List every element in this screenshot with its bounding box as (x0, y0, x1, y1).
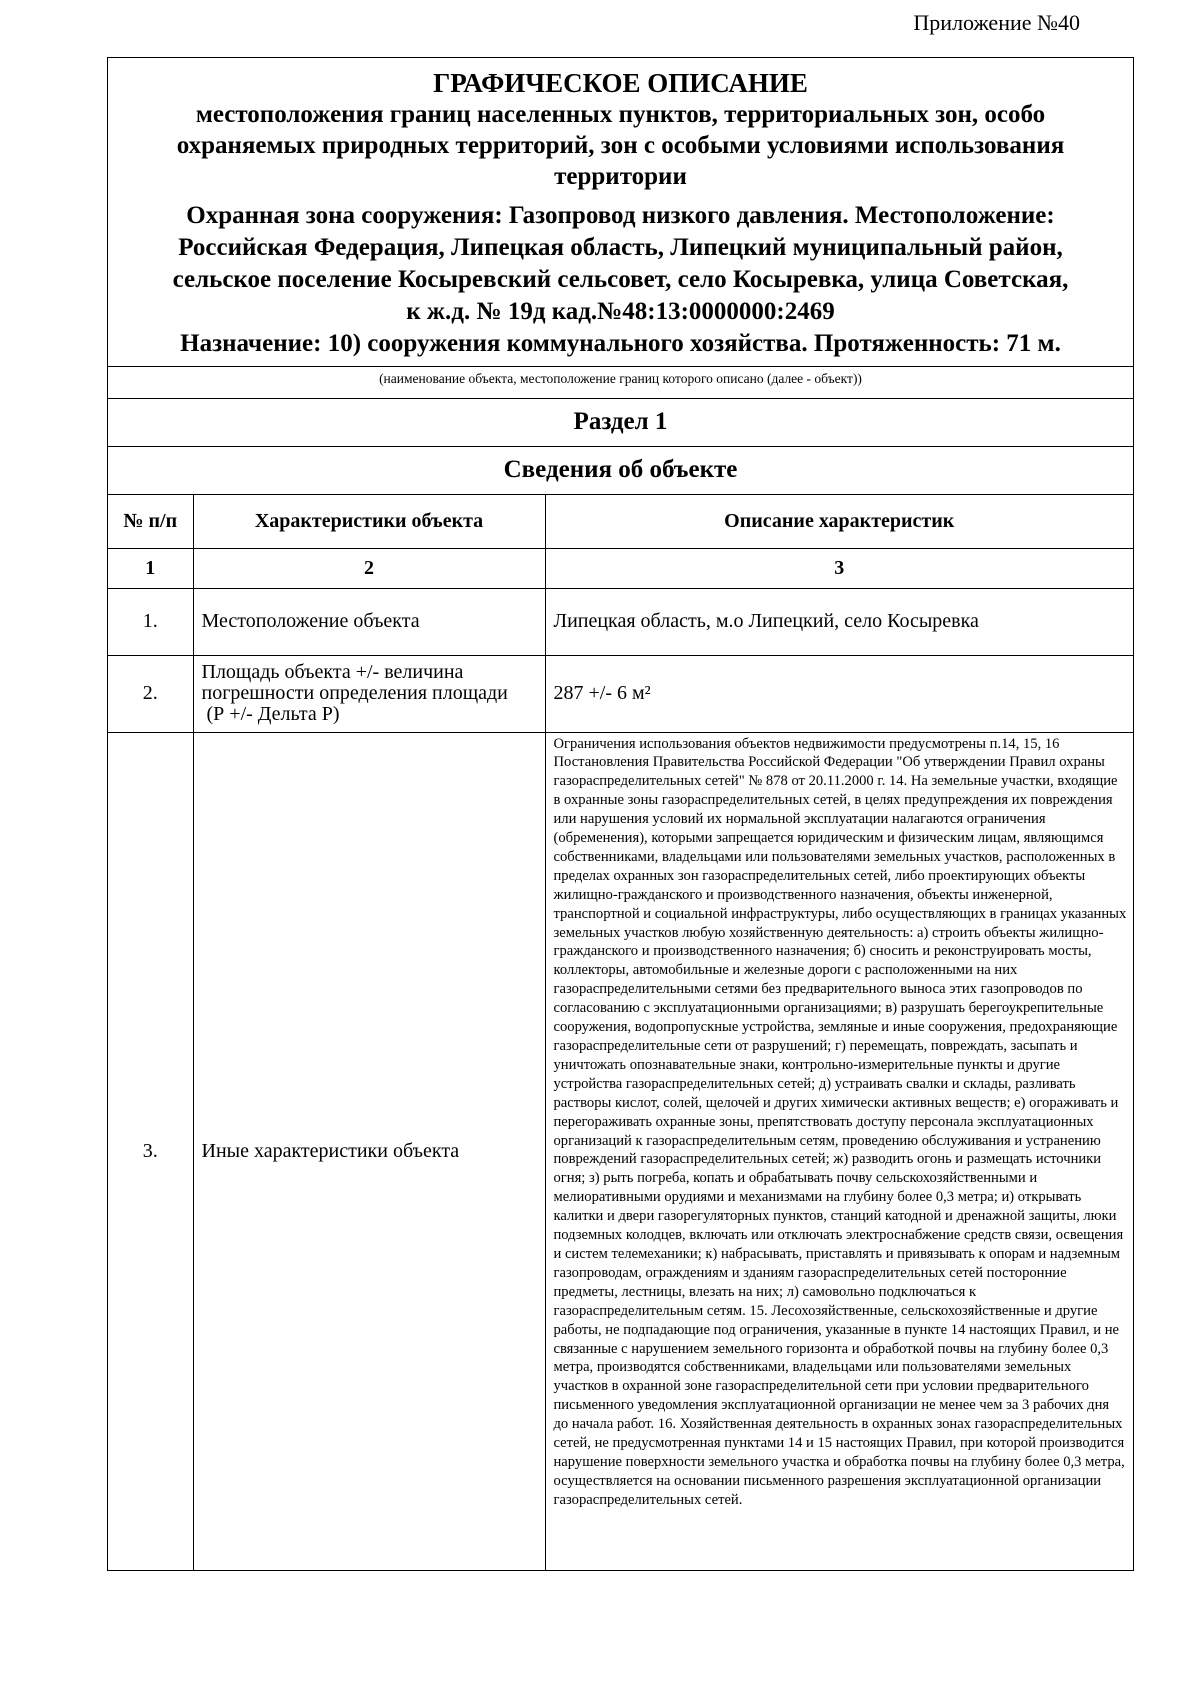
document-header (108, 58, 1133, 367)
table-row (108, 732, 1133, 1570)
section-label: Раздел 1 (108, 399, 1133, 447)
table-row (108, 588, 1133, 655)
column-number: 1 (108, 548, 193, 588)
document-title: ГРАФИЧЕСКОЕ ОПИСАНИЕ (433, 68, 808, 98)
row-characteristic: Иные характеристики объекта (193, 732, 545, 1570)
row-number: 3. (108, 732, 193, 1570)
row-number: 1. (108, 588, 193, 655)
document-subtitle: местоположения границ населенных пунктов, территориальных зон, особо охраняемых природных территорий, зон с особыми условиями использования территории (176, 101, 1065, 190)
row-characteristic (193, 655, 545, 732)
object-info-table (108, 495, 1133, 1570)
object-line: к ж.д. № 19д кад.№48:13:0000000:2469 (406, 298, 835, 325)
appendix-label: Приложение №40 (913, 10, 1080, 35)
document-frame (107, 57, 1134, 1571)
object-caption: (наименование объекта, местоположение границ которого описано (далее - объект)) (108, 367, 1133, 399)
object-line: сельское поселение Косыревский сельсовет, село Косыревка, улица Советская, (172, 266, 1069, 293)
column-header: № п/п (108, 495, 193, 548)
row-description: 287 +/- 6 м² (545, 655, 1133, 732)
characteristic-line: Площадь объекта +/- величина (201, 661, 464, 683)
row-description: Липецкая область, м.о Липецкий, село Косыревка (545, 588, 1133, 655)
object-line: Охранная зона сооружения: Газопровод низкого давления. Местоположение: (186, 202, 1055, 229)
column-number-row (108, 548, 1133, 588)
table-row (108, 655, 1133, 732)
characteristic-line: погрешности определения площади (201, 682, 508, 704)
column-header: Характеристики объекта (193, 495, 545, 548)
section-title: Сведения об объекте (108, 447, 1133, 495)
column-number: 2 (193, 548, 545, 588)
column-header: Описание характеристик (545, 495, 1133, 548)
row-description: Ограничения использования объектов недвижимости предусмотрены п.14, 15, 16 Постановления Правительства Российской Федерации "Об утверждении Правил охраны газораспределительных сетей" № 878 от 20.11.2000 г. 14. На земельные участки, входящие в охранные зоны газораспределительных сетей, в целях предупреждения их повреждения или нарушения условий их нормальной эксплуатации налагаются ограничения (обременения), которыми запрещается юридическим и физическим лицам, являющимся собственниками, владельцами или пользователями земельных участков, расположенных в пределах охранных зон газораспределительных сетей, либо проектирующих объекты жилищно-гражданского и производственного назначения, объекты инженерной, транспортной и социальной инфраструктуры, либо осуществляющих в границах указанных земельных участков любую хозяйственную деятельность: а) строить объекты жилищно-гражданского и производственного назначения; б) сносить и реконструировать мосты, коллекторы, автомобильные и железные дороги с расположенными на них газораспределительными сетями без предварительного выноса этих газопроводов по согласованию с эксплуатационными организациями; в) разрушать берегоукрепительные сооружения, водопропускные устройства, земляные и иные сооружения, предохраняющие газораспределительные сети от разрушений; г) перемещать, повреждать, засыпать и уничтожать опознавательные знаки, контрольно-измерительные пункты и другие устройства газораспределительных сетей; д) устраивать свалки и склады, разливать растворы кислот, солей, щелочей и других химически активных веществ; е) огораживать и перегораживать охранные зоны, препятствовать доступу персонала эксплуатационных организаций к газораспределительным сетям, проведению обслуживания и устранению повреждений газораспределительных сетей; ж) разводить огонь и размещать источники огня; з) рыть погреба, копать и обрабатывать почву сельскохозяйственными и мелиоративными орудиями и механизмами на глубину более 0,3 метра; и) открывать калитки и двери газорегуляторных пунктов, станций катодной и дренажной защиты, люки подземных колодцев, включать или отключать электроснабжение средств связи, освещения и систем телемеханики; к) набрасывать, приставлять и привязывать к опорам и надземным газопроводам, ограждениям и зданиям газораспределительных сетей посторонние предметы, лестницы, влезать на них; л) самовольно подключаться к газораспределительным сетям. 15. Лесохозяйственные, сельскохозяйственные и другие работы, не подпадающие под ограничения, указанные в пункте 14 настоящих Правил, и не связанные с нарушением земельного горизонта и обработкой почвы на глубину более 0,3 метра, производятся собственниками, владельцами или пользователями земельных участков в охранной зоне газораспределительной сети при условии предварительного письменного уведомления эксплуатационной организации не менее чем за 3 рабочих дня до начала работ. 16. Хозяйственная деятельность в охранных зонах газораспределительных сетей, не предусмотренная пунктами 14 и 15 настоящих Правил, при которой производится нарушение поверхности земельного участка и обработка почвы на глубину более 0,3 метра, осуществляется на основании письменного разрешения эксплуатационной организации газораспределительных сетей. (545, 732, 1133, 1570)
column-number: 3 (545, 548, 1133, 588)
characteristic-line: (Р +/- Дельта Р) (201, 703, 340, 725)
row-number: 2. (108, 655, 193, 732)
object-line: Российская Федерация, Липецкая область, Липецкий муниципальный район, (178, 234, 1063, 261)
object-line: Назначение: 10) сооружения коммунального хозяйства. Протяженность: 71 м. (180, 330, 1061, 357)
object-description (108, 200, 1133, 360)
table-header-row (108, 495, 1133, 548)
row-characteristic: Местоположение объекта (193, 588, 545, 655)
